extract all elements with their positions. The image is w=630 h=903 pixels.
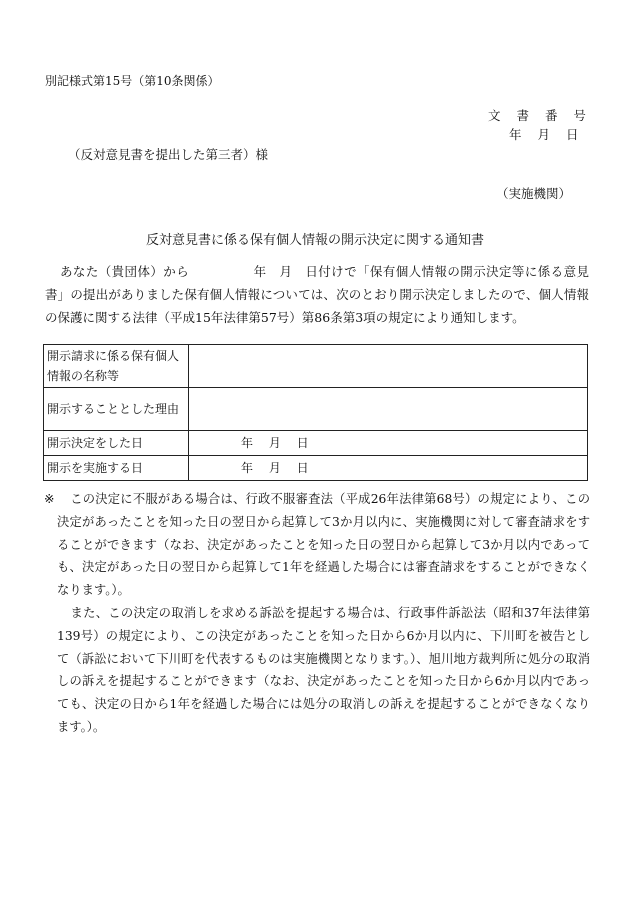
- row-label: 開示決定をした日: [44, 431, 189, 456]
- row-value: [189, 345, 588, 388]
- table-row: [44, 388, 588, 431]
- disclosure-info-table: [43, 344, 588, 481]
- table-row: [44, 456, 588, 481]
- row-value: 年 月 日: [189, 456, 588, 481]
- table-row: [44, 431, 588, 456]
- note-1: [44, 488, 590, 602]
- row-value: [189, 388, 588, 431]
- document-number-label: 文 書 番 号: [488, 108, 592, 123]
- table-row: [44, 345, 588, 388]
- row-value: 年 月 日: [189, 431, 588, 456]
- note-1-text: この決定に不服がある場合は、行政不服審査法（平成26年法律第68号）の規定により、この決定があったことを知った日の翌日から起算して3か月以内に、実施機関に対して審査請求をすることができます（なお、決定があったことを知った日の翌日から起算して3か月以内であっても、決定があった日の翌日から起算して1年を経過した場合には審査請求をすることができなくなります。）。: [57, 492, 590, 598]
- addressee: （反対意見書を提出した第三者）様: [68, 147, 269, 162]
- form-number: 別記様式第15号（第10条関係）: [45, 74, 220, 88]
- document-title: 反対意見書に係る保有個人情報の開示決定に関する通知書: [145, 233, 484, 248]
- notes-section: [44, 488, 590, 739]
- row-label: 開示することとした理由: [44, 388, 189, 431]
- note-mark: ※: [44, 492, 55, 506]
- body-paragraph: あなた（貴団体）から 年 月 日付けで「保有個人情報の開示決定等に係る意見書」の提出がありました保有個人情報については、次のとおり開示決定しましたので、個人情報の保護に関する法律（平成15年法律第57号）第86条第3項の規定により通知します。: [45, 264, 589, 325]
- document-date-label: 年 月 日: [509, 127, 585, 142]
- issuing-organization: （実施機関）: [496, 186, 572, 201]
- row-label: 開示請求に係る保有個人情報の名称等: [44, 345, 189, 388]
- row-label: 開示を実施する日: [44, 456, 189, 481]
- note-2: また、この決定の取消しを求める訴訟を提起する場合は、行政事件訴訟法（昭和37年法律第139号）の規定により、この決定があったことを知った日から6か月以内に、下川町を被告として（訴訟において下川町を代表するものは実施機関となります。）、旭川地方裁判所に処分の取消しの訴えを提起することができます（なお、決定があったことを知った日から6か月以内であっても、決定の日から1年を経過した場合には処分の取消しの訴えを提起することができなくなります。）。: [57, 605, 590, 734]
